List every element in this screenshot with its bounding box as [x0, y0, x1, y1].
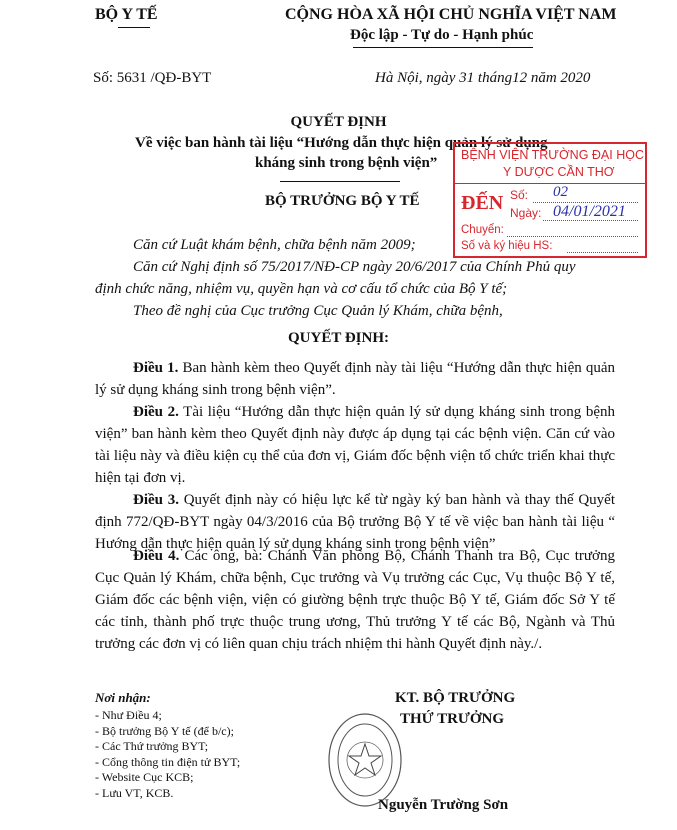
- article-label: Điều 2.: [133, 404, 179, 420]
- ministry-underline: [118, 27, 150, 28]
- stamp-org-line-1: BỆNH VIỆN TRƯỜNG ĐẠI HỌC: [461, 148, 644, 162]
- list-item: - Như Điều 4;: [95, 708, 162, 722]
- national-emblem-seal-icon: [325, 710, 405, 810]
- stamp-file-code-dots: [567, 252, 638, 253]
- stamp-divider: [455, 183, 645, 184]
- stamp-number-value: 02: [553, 184, 568, 200]
- recipients-list: [95, 708, 240, 801]
- article-text: Các ông, bà: Chánh Văn phòng Bộ, Chánh Thanh tra Bộ, Cục trưởng Cục Quản lý Khám, chữa bệnh, Cục trưởng và Vụ trưởng các Cục, Vụ thuộc Bộ Y tế, Giám đốc các bệnh viện, viện có giường bệnh trực thuộc Bộ Y tế, Giám đốc Sở Y tế các tỉnh, thành phố trực thuộc trung ương, Thủ trưởng Y tế các Bộ, Ngành và Thủ trưởng các đơn vị có liên quan chịu trách nhiệm thi hành Quyết định này./.: [95, 548, 615, 652]
- article-2: [95, 401, 615, 489]
- list-item: - Bộ trưởng Bộ Y tế (để b/c);: [95, 723, 234, 738]
- list-item: - Các Thứ trưởng BYT;: [95, 739, 209, 753]
- list-item: - Website Cục KCB;: [95, 770, 194, 784]
- list-item: - Cổng thông tin điện tử BYT;: [95, 754, 241, 769]
- article-text: Tài liệu “Hướng dẫn thực hiện quản lý sử dụng kháng sinh trong bệnh viện” ban hành kèm theo Quyết định này được áp dụng tại các bệnh viện. Căn cứ vào tài liệu này và điều kiện cụ thể của đơn vị, Giám đốc bệnh viện tổ chức triển khai thực hiện tại đơn vị.: [95, 404, 616, 486]
- decision-heading: QUYẾT ĐỊNH:: [288, 330, 389, 346]
- document-number: Số: 5631 /QĐ-BYT: [93, 70, 212, 86]
- issuing-authority: BỘ TRƯỞNG BỘ Y TẾ: [265, 193, 420, 209]
- article-4: [95, 545, 615, 655]
- article-label: Điều 3.: [133, 492, 179, 508]
- place-date: Hà Nội, ngày 31 tháng12 năm 2020: [375, 70, 591, 86]
- preamble-line-2b: định chức năng, nhiệm vụ, quyền hạn và cơ cấu tổ chức của Bộ Y tế;: [95, 281, 508, 297]
- stamp-forward-dots: [507, 236, 638, 237]
- stamp-date-value: 04/01/2021: [553, 203, 626, 220]
- stamp-org-line-2: Y DƯỢC CẦN THƠ: [503, 165, 615, 179]
- ministry-name: BỘ Y TẾ: [95, 6, 158, 23]
- subject-line-1: Về việc ban hành tài liệu “Hướng dẫn thực hiện quản lý sử dụng: [135, 135, 548, 151]
- article-label: Điều 1.: [133, 360, 179, 376]
- stamp-date-label: Ngày:: [510, 206, 542, 220]
- stamp-forward-label: Chuyển:: [461, 224, 504, 236]
- received-stamp: [453, 142, 647, 258]
- article-label: Điều 4.: [133, 548, 180, 564]
- list-item: - Lưu VT, KCB.: [95, 785, 174, 800]
- article-text: Quyết định này có hiệu lực kể từ ngày ký ban hành và thay thế Quyết định 772/QĐ-BYT ngày 04/3/2016 của Bộ trưởng Bộ Y tế về việc ban hành tài liệu “ Hướng dẫn thực hiện quản lý sử dụng kháng sinh trong bệnh viện”: [95, 492, 615, 552]
- preamble-line-2a: Căn cứ Nghị định số 75/2017/NĐ-CP ngày 20/6/2017 của Chính Phủ quy: [133, 259, 576, 275]
- article-text: Ban hành kèm theo Quyết định này tài liệu “Hướng dẫn thực hiện quản lý sử dụng kháng sinh trong bệnh viện”.: [95, 360, 616, 398]
- stamp-file-code-label: Số và ký hiệu HS:: [461, 240, 553, 252]
- stamp-den-label: ĐẾN: [461, 192, 504, 214]
- recipients-heading: Nơi nhận:: [95, 690, 151, 705]
- signatory-position: THỨ TRƯỞNG: [400, 711, 505, 727]
- subject-underline: [280, 181, 400, 182]
- signatory-title: KT. BỘ TRƯỞNG: [395, 690, 516, 706]
- article-1: [95, 357, 615, 401]
- stamp-number-label: Số:: [510, 188, 529, 202]
- subject-line-2: kháng sinh trong bệnh viện”: [255, 155, 438, 171]
- decision-title: QUYẾT ĐỊNH: [290, 114, 387, 130]
- motto-underline: [353, 47, 533, 48]
- preamble-line-3: Theo đề nghị của Cục trưởng Cục Quản lý Khám, chữa bệnh,: [133, 303, 503, 319]
- preamble-line-1: Căn cứ Luật khám bệnh, chữa bệnh năm 2009;: [133, 237, 416, 253]
- nation-name: CỘNG HÒA XÃ HỘI CHỦ NGHĨA VIỆT NAM: [285, 6, 617, 23]
- national-motto: Độc lập - Tự do - Hạnh phúc: [350, 27, 534, 43]
- signatory-name: Nguyễn Trường Sơn: [378, 797, 509, 813]
